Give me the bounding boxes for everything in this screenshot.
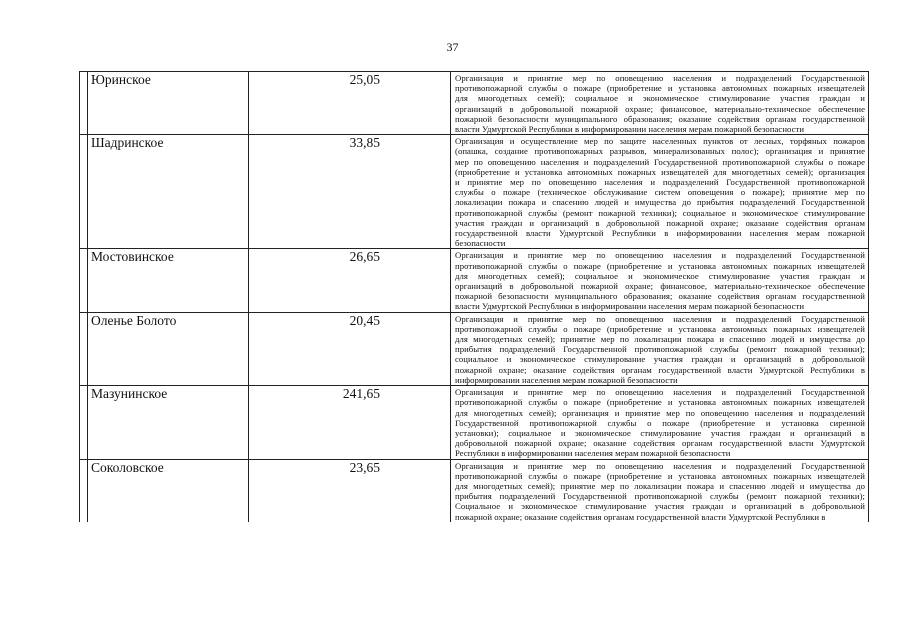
table-row <box>80 459 869 522</box>
funding-amount: 23,65 <box>249 459 451 522</box>
description-line: противопожарной службы о пожаре (приобретение и установка автономных пожарных извещателей <box>455 260 865 271</box>
description-line: и принятие мер по оповещению населения и подразделений Государственной противопожарной <box>455 177 865 188</box>
description-line: мер по оповещению населения и подразделений Государственной противопожарной службы о пожаре <box>455 156 865 167</box>
description-line: участия граждан и организаций в добровольной пожарной охране; оказание содействия органам <box>455 217 865 228</box>
measures-description <box>451 249 869 312</box>
page-number: 37 <box>446 40 459 54</box>
settlement-name: Шадринское <box>88 135 249 249</box>
measures-description <box>451 135 869 249</box>
description-line: социальное и экономическое стимулирование участия граждан и организаций в добровольной <box>455 354 865 365</box>
description-line: прибытия подразделений Государственной противопожарной службы (ремонт пожарной техники); <box>455 491 865 502</box>
settlements-table <box>79 71 869 522</box>
table-body <box>80 72 869 522</box>
description-line: противопожарной службы о пожаре (приобретение и установка автономных пожарных извещателей <box>455 83 865 94</box>
description-line: прибытия подразделений Государственной противопожарной службы (ремонт пожарной техники); <box>455 344 865 355</box>
description-line: Государственной противопожарной службы о пожаре (приобретение и установка сиренной <box>455 417 865 428</box>
description-line: Организация и принятие мер по оповещению населения и подразделений Государственной <box>455 313 865 324</box>
description-line: пожарной охране; оказание содействия органам государственной власти Удмуртской Республики в <box>455 511 826 522</box>
description-line: власти Удмуртской Республики в информировании населения мерам пожарной безопасности <box>455 301 805 312</box>
description-line: для многодетных семей); принятие мер по локализации пожара и спасению людей и имущества до <box>455 334 865 345</box>
description-line: Организация и принятие мер по оповещению населения и подразделений Государственной <box>455 73 865 83</box>
description-line: для многодетных семей); социальное и экономическое стимулирование участия граждан и <box>455 93 865 104</box>
row-number-cell <box>80 72 88 135</box>
description-line: (приобретение и установка автономных пожарных извещателей для многодетных семей); организация <box>455 166 865 177</box>
table-row <box>80 312 869 385</box>
description-line: информировании населения мерам пожарной безопасности <box>455 374 678 385</box>
description-line: организаций в добровольной пожарной охране; финансовое, материально-техническое обеспечение <box>455 281 865 292</box>
description-line: добровольной пожарной охране; оказание содействия органам государственной власти Удмуртской <box>455 438 865 449</box>
description-line: для многодетных семей); принятие мер по локализации пожара и спасению людей и имущества до <box>455 480 865 491</box>
description-line: Республики в информировании населения мерам пожарной безопасности <box>455 448 731 459</box>
description-line: власти Удмуртской Республики в информировании населения мерам пожарной безопасности <box>455 124 805 135</box>
row-number-cell <box>80 135 88 249</box>
table-row <box>80 135 869 249</box>
settlement-name: Юринское <box>88 72 249 135</box>
description-line: государственной власти Удмуртской Республики в информировании населения мерам пожарной <box>455 228 865 239</box>
description-line: Организация и осуществление мер по защите населенных пунктов от лесных, торфяных пожаров <box>455 136 865 147</box>
description-line: пожарной безопасности муниципального образования; оказание содействия органам государственной <box>455 291 865 302</box>
settlement-name: Мазунинское <box>88 386 249 459</box>
funding-amount: 241,65 <box>249 386 451 459</box>
funding-amount: 26,65 <box>249 249 451 312</box>
description-line: Организация и принятие мер по оповещению населения и подразделений Государственной <box>455 460 865 471</box>
description-line: локализации пожара и спасению людей и имущества до прибытия подразделений Государственной <box>455 197 865 208</box>
measures-description <box>451 72 869 135</box>
description-line: противопожарной службы о пожаре (приобретение и установка автономных пожарных извещателей <box>455 470 865 481</box>
description-line: для многодетных семей); социальное и экономическое стимулирование участия граждан и <box>455 270 865 281</box>
measures-description <box>451 386 869 459</box>
table-row <box>80 72 869 135</box>
measures-description <box>451 312 869 385</box>
settlement-name: Оленье Болото <box>88 312 249 385</box>
row-number-cell <box>80 249 88 312</box>
description-line: установки); социальное и экономическое стимулирование участия граждан и организаций в <box>455 427 865 438</box>
funding-amount: 25,05 <box>249 72 451 135</box>
row-number-cell <box>80 312 88 385</box>
settlement-name: Соколовское <box>88 459 249 522</box>
description-line: организаций в добровольной пожарной охране; финансовое, материально-техническое обеспечение <box>455 103 865 114</box>
description-line: (опашка, создание противопожарных разрывов, минерализованных полос); организация и принятие <box>455 146 865 157</box>
table-row <box>80 249 869 312</box>
description-line: для многодетных семей); организация и принятие мер по оповещению населения и подразделений <box>455 407 865 418</box>
row-number-cell <box>80 386 88 459</box>
description-line: службы о пожаре (техническое обслуживание систем оповещения о пожаре); принятие мер по <box>455 187 865 198</box>
description-line: Организация и принятие мер по оповещению населения и подразделений Государственной <box>455 250 865 261</box>
funding-amount: 20,45 <box>249 312 451 385</box>
description-line: противопожарной службы о пожаре (приобретение и установка автономных пожарных извещателей <box>455 323 865 334</box>
row-number-cell <box>80 459 88 522</box>
description-line: Организация и принятие мер по оповещению населения и подразделений Государственной <box>455 387 865 398</box>
description-line: противопожарной службы о пожаре (приобретение и установка автономных пожарных извещателей <box>455 397 865 408</box>
funding-amount: 33,85 <box>249 135 451 249</box>
settlement-name: Мостовинское <box>88 249 249 312</box>
table-row <box>80 386 869 459</box>
description-line: Социальное и экономическое стимулирование участия граждан и организаций в добровольной <box>455 501 865 512</box>
measures-description <box>451 459 869 522</box>
description-line: пожарной охране; оказание содействия органам государственной власти Удмуртской Республики в <box>455 364 865 375</box>
description-line: пожарной безопасности муниципального образования; оказание содействия органам государственной <box>455 113 865 124</box>
description-line: противопожарной службы (ремонт пожарной техники); социальное и экономическое стимулирование <box>455 207 865 218</box>
description-line: безопасности <box>455 238 506 249</box>
